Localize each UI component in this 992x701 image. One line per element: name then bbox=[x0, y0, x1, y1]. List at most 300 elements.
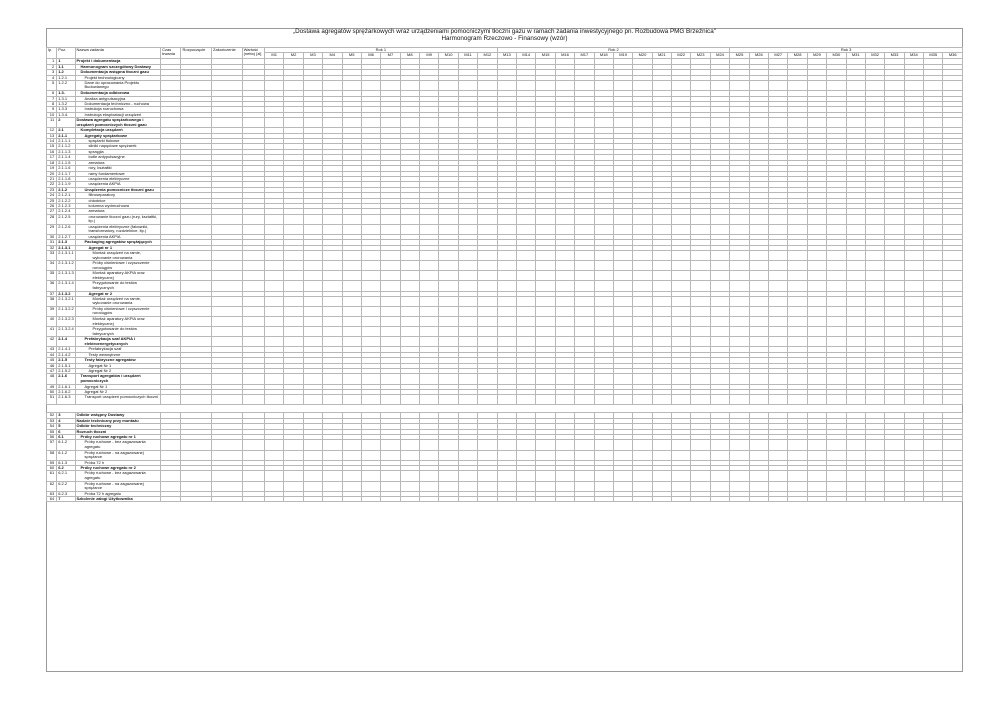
cell-nazwa: sprzęgła bbox=[75, 149, 161, 154]
cell-month bbox=[788, 118, 807, 128]
cell-month bbox=[652, 374, 671, 384]
cell-nazwa: Harmonogram szczegółowy Dostawy bbox=[75, 64, 161, 69]
cell-month bbox=[633, 481, 652, 491]
cell-czas bbox=[161, 307, 181, 317]
cell-month bbox=[865, 481, 884, 491]
cell-nazwa: urządzenia elektryczne (falowniki, transformatory, rozdzielnice, itp.) bbox=[75, 224, 161, 234]
cell-month bbox=[342, 224, 361, 234]
cell-nazwa: filtroseparatory bbox=[75, 193, 161, 198]
cell-month bbox=[904, 261, 923, 271]
cell-month bbox=[827, 440, 846, 450]
cell-nazwa: Próby ruchowe - bez zagazowania agregatu bbox=[75, 471, 161, 481]
cell-month bbox=[361, 481, 380, 491]
cell-month bbox=[769, 81, 788, 91]
cell-month bbox=[769, 261, 788, 271]
cell-month bbox=[827, 81, 846, 91]
cell-month bbox=[846, 261, 865, 271]
cell-month bbox=[555, 337, 574, 347]
cell-month bbox=[361, 81, 380, 91]
cell-month bbox=[924, 481, 943, 491]
cell-month bbox=[536, 497, 555, 502]
cell-month bbox=[613, 497, 632, 502]
table-row bbox=[47, 317, 963, 327]
cell-month bbox=[749, 327, 768, 337]
cell-lp: 34 bbox=[47, 261, 57, 271]
cell-zakonczenie bbox=[212, 374, 243, 384]
cell-poz: 2.1.2.2 bbox=[57, 198, 75, 203]
cell-month bbox=[613, 481, 632, 491]
cell-month bbox=[943, 118, 963, 128]
cell-month bbox=[710, 317, 730, 327]
cell-month bbox=[342, 281, 361, 291]
cell-month bbox=[458, 337, 477, 347]
cell-month bbox=[924, 374, 943, 384]
cell-month bbox=[497, 440, 516, 450]
cell-rozpoczecie bbox=[181, 296, 212, 306]
cell-lp: 17 bbox=[47, 155, 57, 160]
cell-month bbox=[497, 374, 516, 384]
cell-nazwa: Próby ruchowe - bez zagazowania agregatu bbox=[75, 440, 161, 450]
cell-poz: 7 bbox=[57, 497, 75, 502]
cell-month bbox=[323, 374, 342, 384]
cell-month bbox=[517, 440, 536, 450]
cell-month bbox=[672, 395, 691, 405]
cell-month bbox=[555, 118, 574, 128]
cell-month bbox=[827, 251, 846, 261]
cell-month bbox=[885, 224, 904, 234]
table-row bbox=[47, 281, 963, 291]
cell-month bbox=[458, 224, 477, 234]
cell-month bbox=[885, 374, 904, 384]
cell-wartosc bbox=[242, 271, 264, 281]
cell-month bbox=[458, 281, 477, 291]
cell-month bbox=[788, 450, 807, 460]
cell-lp: 62 bbox=[47, 481, 57, 491]
cell-month bbox=[807, 317, 826, 327]
cell-nazwa: Szkolenie załogi Użytkownika bbox=[75, 497, 161, 502]
cell-month bbox=[284, 261, 303, 271]
cell-wartosc bbox=[242, 337, 264, 347]
cell-month bbox=[672, 261, 691, 271]
cell-month bbox=[807, 374, 826, 384]
cell-poz: 2.1.3.2.1 bbox=[57, 296, 75, 306]
cell-zakonczenie bbox=[212, 81, 243, 91]
cell-month bbox=[517, 281, 536, 291]
cell-zakonczenie bbox=[212, 118, 243, 128]
cell-month bbox=[323, 81, 342, 91]
table-row bbox=[47, 251, 963, 261]
cell-month bbox=[652, 307, 671, 317]
cell-poz: 1.3.3 bbox=[57, 107, 75, 112]
cell-lp: 7 bbox=[47, 96, 57, 101]
cell-nazwa: Transport agregatów i urządzeń pomocniczych bbox=[75, 374, 161, 384]
cell-month bbox=[885, 440, 904, 450]
cell-nazwa: Projekt i dokumentacja bbox=[75, 59, 161, 64]
cell-month bbox=[575, 224, 594, 234]
cell-month bbox=[536, 450, 555, 460]
cell-zakonczenie bbox=[212, 337, 243, 347]
cell-month bbox=[284, 296, 303, 306]
cell-poz: 2.1.1.2 bbox=[57, 144, 75, 149]
cell-month bbox=[885, 317, 904, 327]
cell-poz: 2.1.5.2 bbox=[57, 369, 75, 374]
cell-month bbox=[342, 337, 361, 347]
cell-month bbox=[613, 307, 632, 317]
cell-nazwa: kolumna wydmuchowa bbox=[75, 203, 161, 208]
cell-month bbox=[400, 296, 419, 306]
cell-month bbox=[361, 395, 380, 405]
cell-month bbox=[827, 337, 846, 347]
cell-month bbox=[788, 214, 807, 224]
month-header: M28 bbox=[788, 53, 807, 59]
cell-lp: 20 bbox=[47, 171, 57, 176]
cell-month bbox=[769, 395, 788, 405]
cell-month bbox=[633, 281, 652, 291]
cell-nazwa: Próby ciśnieniowe i czyszczenie rurociągów bbox=[75, 261, 161, 271]
cell-month bbox=[633, 471, 652, 481]
cell-month bbox=[303, 471, 322, 481]
cell-month bbox=[613, 251, 632, 261]
cell-month bbox=[265, 374, 284, 384]
cell-month bbox=[400, 471, 419, 481]
month-header: M11 bbox=[458, 53, 477, 59]
cell-month bbox=[420, 214, 439, 224]
cell-month bbox=[439, 296, 458, 306]
cell-poz: 1.3.4. bbox=[57, 112, 75, 117]
cell-month bbox=[865, 471, 884, 481]
cell-month bbox=[613, 337, 632, 347]
cell-poz: 1.3.2 bbox=[57, 101, 75, 106]
cell-nazwa: Agregat Nr 2 bbox=[75, 389, 161, 394]
cell-month bbox=[517, 327, 536, 337]
cell-month bbox=[788, 81, 807, 91]
cell-month bbox=[730, 296, 749, 306]
table-row bbox=[47, 440, 963, 450]
cell-month bbox=[439, 471, 458, 481]
cell-lp: 36 bbox=[47, 281, 57, 291]
cell-month bbox=[284, 317, 303, 327]
cell-month bbox=[827, 497, 846, 502]
cell-month bbox=[284, 214, 303, 224]
month-header: M1 bbox=[265, 53, 284, 59]
table-row bbox=[47, 497, 963, 502]
cell-lp: 54 bbox=[47, 424, 57, 429]
cell-rozpoczecie bbox=[181, 440, 212, 450]
cell-month bbox=[846, 224, 865, 234]
cell-month bbox=[303, 440, 322, 450]
cell-month bbox=[769, 337, 788, 347]
cell-month bbox=[420, 281, 439, 291]
cell-month bbox=[536, 296, 555, 306]
cell-month bbox=[575, 395, 594, 405]
cell-month bbox=[303, 251, 322, 261]
cell-month bbox=[730, 450, 749, 460]
cell-month bbox=[303, 337, 322, 347]
cell-month bbox=[575, 471, 594, 481]
cell-zakonczenie bbox=[212, 261, 243, 271]
cell-poz: 2.1.3.2.2 bbox=[57, 307, 75, 317]
month-header: M10 bbox=[439, 53, 458, 59]
cell-month bbox=[904, 118, 923, 128]
cell-month bbox=[613, 471, 632, 481]
cell-month bbox=[691, 440, 710, 450]
cell-poz: 4 bbox=[57, 418, 75, 423]
cell-month bbox=[381, 81, 400, 91]
cell-month bbox=[865, 395, 884, 405]
cell-month bbox=[439, 337, 458, 347]
cell-month bbox=[303, 261, 322, 271]
cell-poz: 2.1.2.3 bbox=[57, 203, 75, 208]
cell-month bbox=[265, 317, 284, 327]
table-row bbox=[47, 118, 963, 128]
cell-month bbox=[478, 497, 498, 502]
cell-month bbox=[613, 440, 632, 450]
cell-poz: 6 bbox=[57, 429, 75, 434]
cell-lp: 50 bbox=[47, 389, 57, 394]
cell-month bbox=[555, 317, 574, 327]
cell-month bbox=[885, 214, 904, 224]
cell-month bbox=[517, 374, 536, 384]
cell-lp: 33 bbox=[47, 251, 57, 261]
cell-month bbox=[265, 471, 284, 481]
cell-month bbox=[924, 317, 943, 327]
cell-poz: 2.1.1.9 bbox=[57, 182, 75, 187]
cell-month bbox=[594, 281, 613, 291]
cell-month bbox=[904, 271, 923, 281]
cell-month bbox=[652, 471, 671, 481]
cell-lp: 29 bbox=[47, 224, 57, 234]
cell-poz: 2.1.6.1 bbox=[57, 384, 75, 389]
cell-month bbox=[594, 395, 613, 405]
cell-month bbox=[323, 307, 342, 317]
cell-month bbox=[672, 118, 691, 128]
cell-month bbox=[943, 251, 963, 261]
cell-poz: 2.1.6 bbox=[57, 374, 75, 384]
cell-month bbox=[497, 224, 516, 234]
cell-lp: 63 bbox=[47, 491, 57, 496]
cell-rozpoczecie bbox=[181, 337, 212, 347]
cell-month bbox=[303, 281, 322, 291]
cell-month bbox=[381, 481, 400, 491]
cell-poz: 6.1 bbox=[57, 435, 75, 440]
cell-month bbox=[478, 224, 498, 234]
cell-month bbox=[885, 271, 904, 281]
cell-month bbox=[827, 395, 846, 405]
cell-month bbox=[633, 327, 652, 337]
month-header: M12 bbox=[478, 53, 498, 59]
table-row bbox=[47, 327, 963, 337]
cell-month bbox=[885, 481, 904, 491]
cell-month bbox=[846, 81, 865, 91]
cell-czas bbox=[161, 296, 181, 306]
cell-lp: 25 bbox=[47, 198, 57, 203]
cell-month bbox=[924, 281, 943, 291]
cell-poz: 2.1.4.1 bbox=[57, 347, 75, 352]
cell-month bbox=[846, 440, 865, 450]
cell-month bbox=[381, 224, 400, 234]
cell-month bbox=[710, 118, 730, 128]
cell-month bbox=[613, 214, 632, 224]
table-row bbox=[47, 261, 963, 271]
cell-month bbox=[943, 317, 963, 327]
year-header: Rok 2 bbox=[497, 48, 730, 53]
cell-month bbox=[749, 471, 768, 481]
cell-wartosc bbox=[242, 395, 264, 405]
cell-month bbox=[536, 471, 555, 481]
cell-month bbox=[865, 261, 884, 271]
cell-month bbox=[458, 81, 477, 91]
cell-month bbox=[769, 481, 788, 491]
cell-month bbox=[575, 118, 594, 128]
cell-month bbox=[943, 81, 963, 91]
cell-czas bbox=[161, 261, 181, 271]
cell-czas bbox=[161, 440, 181, 450]
cell-month bbox=[924, 224, 943, 234]
cell-nazwa: Montaż urządzeń na ramie, wykonanie orurowania bbox=[75, 296, 161, 306]
cell-month bbox=[265, 450, 284, 460]
cell-month bbox=[846, 214, 865, 224]
cell-month bbox=[691, 261, 710, 271]
cell-poz: 6.1.2 bbox=[57, 440, 75, 450]
cell-month bbox=[420, 481, 439, 491]
cell-month bbox=[361, 224, 380, 234]
cell-month bbox=[458, 440, 477, 450]
cell-month bbox=[827, 374, 846, 384]
cell-month bbox=[924, 395, 943, 405]
cell-nazwa: Analiza antypulsacyjna bbox=[75, 96, 161, 101]
cell-month bbox=[633, 214, 652, 224]
cell-month bbox=[303, 327, 322, 337]
spacer-row bbox=[47, 405, 963, 413]
cell-poz: 2.1.1.1 bbox=[57, 139, 75, 144]
cell-month bbox=[420, 337, 439, 347]
month-header: M19 bbox=[613, 53, 632, 59]
cell-lp: 59 bbox=[47, 460, 57, 465]
cell-month bbox=[730, 374, 749, 384]
cell-month bbox=[924, 296, 943, 306]
cell-nazwa: Próby ruchowe agregatu nr 1 bbox=[75, 435, 161, 440]
month-header: M21 bbox=[652, 53, 671, 59]
cell-month bbox=[342, 81, 361, 91]
cell-month bbox=[458, 296, 477, 306]
cell-lp: 46 bbox=[47, 363, 57, 368]
cell-month bbox=[342, 471, 361, 481]
cell-month bbox=[536, 271, 555, 281]
cell-nazwa: Agregaty sprężarkowe bbox=[75, 133, 161, 138]
cell-month bbox=[865, 497, 884, 502]
cell-month bbox=[807, 337, 826, 347]
cell-month bbox=[555, 271, 574, 281]
table-row bbox=[47, 307, 963, 317]
cell-month bbox=[265, 261, 284, 271]
table-row bbox=[47, 450, 963, 460]
header-wartosc: Wartość (netto) [zł] bbox=[242, 48, 264, 59]
cell-month bbox=[284, 307, 303, 317]
cell-nazwa: Dane do opracowania Projektu Budowlanego bbox=[75, 81, 161, 91]
cell-month bbox=[788, 317, 807, 327]
cell-month bbox=[710, 81, 730, 91]
cell-month bbox=[749, 118, 768, 128]
cell-month bbox=[652, 281, 671, 291]
month-header: M31 bbox=[846, 53, 865, 59]
cell-month bbox=[420, 497, 439, 502]
cell-month bbox=[594, 440, 613, 450]
cell-poz: 2.1.1.5 bbox=[57, 160, 75, 165]
cell-month bbox=[943, 307, 963, 317]
cell-month bbox=[420, 395, 439, 405]
cell-nazwa: Nadzór techniczny przy montażu bbox=[75, 418, 161, 423]
cell-month bbox=[265, 281, 284, 291]
month-header: M14 bbox=[517, 53, 536, 59]
cell-month bbox=[497, 317, 516, 327]
cell-month bbox=[827, 317, 846, 327]
cell-month bbox=[672, 214, 691, 224]
cell-month bbox=[691, 395, 710, 405]
cell-month bbox=[575, 251, 594, 261]
cell-month bbox=[265, 224, 284, 234]
cell-month bbox=[885, 281, 904, 291]
cell-poz: 1.1 bbox=[57, 64, 75, 69]
cell-poz: 2.1.1.4 bbox=[57, 155, 75, 160]
cell-month bbox=[633, 337, 652, 347]
cell-nazwa: Instrukcja rozruchowa bbox=[75, 107, 161, 112]
spacer-cell bbox=[47, 405, 963, 413]
cell-month bbox=[730, 118, 749, 128]
cell-month bbox=[536, 317, 555, 327]
cell-month bbox=[730, 317, 749, 327]
cell-month bbox=[904, 251, 923, 261]
cell-month bbox=[400, 395, 419, 405]
cell-nazwa: Dokumentacja techniczno - ruchowa bbox=[75, 101, 161, 106]
cell-month bbox=[904, 224, 923, 234]
cell-month bbox=[478, 281, 498, 291]
cell-month bbox=[710, 497, 730, 502]
cell-wartosc bbox=[242, 307, 264, 317]
cell-rozpoczecie bbox=[181, 81, 212, 91]
cell-month bbox=[400, 224, 419, 234]
cell-month bbox=[730, 224, 749, 234]
cell-month bbox=[555, 307, 574, 317]
cell-nazwa: orurowanie tłoczni gazu (rury, kształtki, itp.) bbox=[75, 214, 161, 224]
cell-poz: 2.1.3.1.4 bbox=[57, 281, 75, 291]
cell-month bbox=[865, 251, 884, 261]
cell-month bbox=[730, 214, 749, 224]
cell-rozpoczecie bbox=[181, 224, 212, 234]
cell-month bbox=[284, 281, 303, 291]
cell-month bbox=[769, 374, 788, 384]
cell-month bbox=[788, 337, 807, 347]
cell-month bbox=[691, 481, 710, 491]
cell-month bbox=[885, 251, 904, 261]
cell-month bbox=[400, 214, 419, 224]
cell-month bbox=[885, 327, 904, 337]
cell-poz: 2.1.1.6 bbox=[57, 166, 75, 171]
cell-wartosc bbox=[242, 214, 264, 224]
cell-month bbox=[943, 281, 963, 291]
cell-month bbox=[439, 261, 458, 271]
cell-month bbox=[730, 337, 749, 347]
cell-month bbox=[924, 450, 943, 460]
cell-lp: 13 bbox=[47, 133, 57, 138]
cell-rozpoczecie bbox=[181, 497, 212, 502]
cell-month bbox=[769, 296, 788, 306]
cell-month bbox=[710, 374, 730, 384]
cell-month bbox=[652, 450, 671, 460]
cell-month bbox=[381, 374, 400, 384]
cell-nazwa: Próby ciśnieniowe i czyszczenie rurociągów bbox=[75, 307, 161, 317]
cell-month bbox=[303, 307, 322, 317]
cell-lp: 42 bbox=[47, 337, 57, 347]
